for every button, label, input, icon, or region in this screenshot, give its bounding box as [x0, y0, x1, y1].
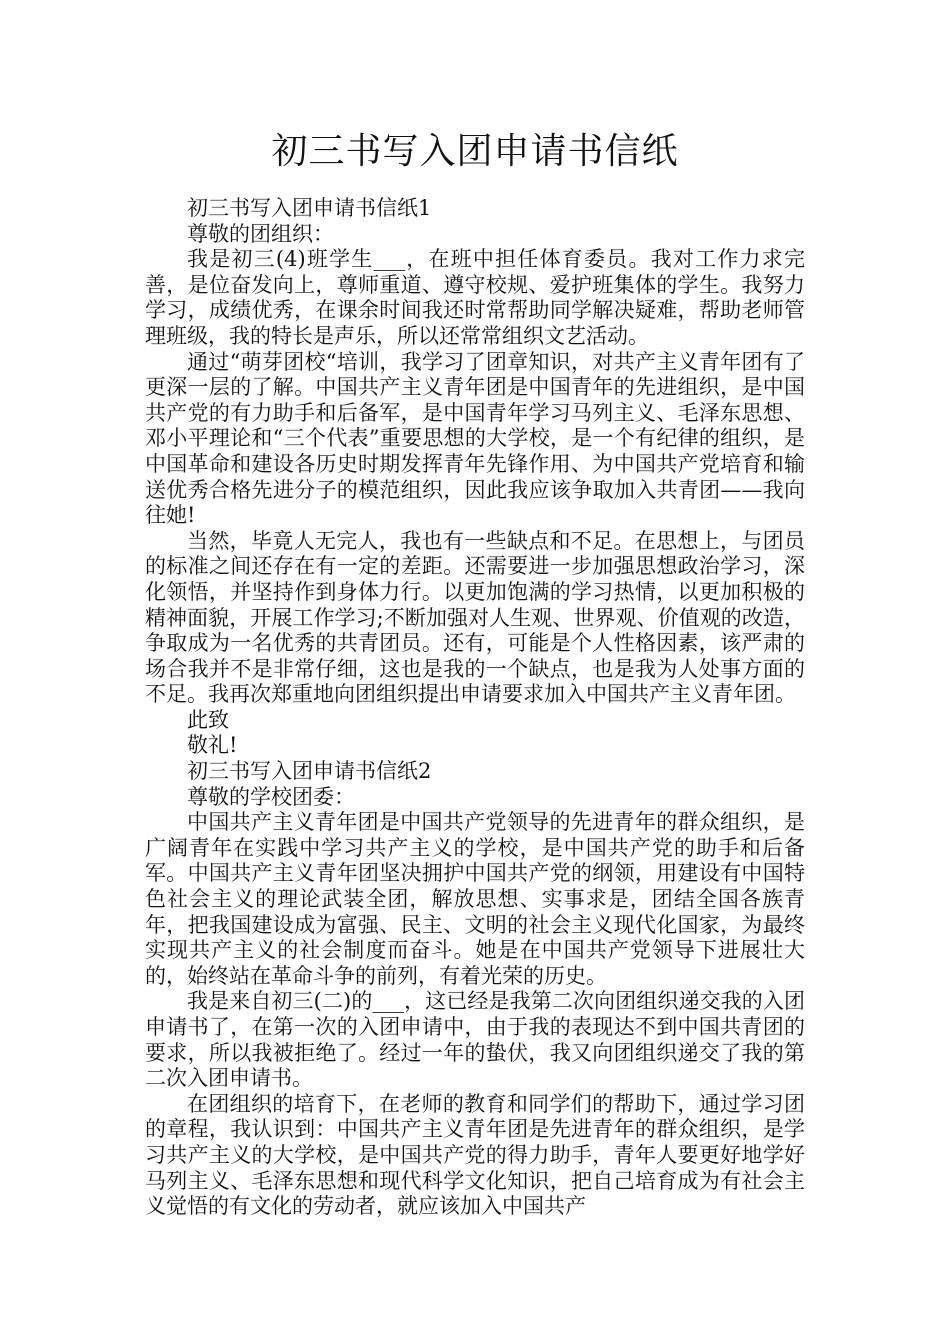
closing-line: 此致	[187, 707, 229, 732]
page-title: 初三书写入团申请书信纸	[271, 131, 679, 172]
salutation-2: 尊敬的学校团委：	[187, 784, 355, 809]
paragraph: 中国共产主义青年团是中国共产党领导的先进青年的群众组织，是广阔青年在实践中学习共产主义的学校，是中国共产党的助手和后备军。中国共产主义青年团坚决拥护中国共产党的纲领，用建设有中国特色社会主义的理论武装全团，解放思想、实事求是，团结全国各族青年，把我国建设成为富强、民主、文明的社会主义现代化国家，为最终实现共产主义的社会制度而奋斗。她是在中国共产党领导下进展壮大的，始终站在革命斗争的前列，有着光荣的历史。	[145, 810, 805, 988]
paragraph: 我是初三(4)班学生___，在班中担任体育委员。我对工作力求完善，是位奋发向上，尊师重道、遵守校规、爱护班集体的学生。我努力学习，成绩优秀，在课余时间我还时常帮助同学解决疑难，帮助老师管理班级，我的特长是声乐，所以还常常组织文艺活动。	[145, 247, 805, 348]
paragraph: 当然，毕竟人无完人，我也有一些缺点和不足。在思想上，与团员的标准之间还存在有一定的差距。还需要进一步加强思想政治学习，深化领悟，并坚持作到身体力行。以更加饱满的学习热情，以更加积极的精神面貌，开展工作学习;不断加强对人生观、世界观、价值观的改造，争取成为一名优秀的共青团员。还有，可能是个人性格因素，该严肃的场合我并不是非常仔细，这也是我的一个缺点，也是我为人处事方面的不足。我再次郑重地向团组织提出申请要求加入中国共产主义青年团。	[145, 528, 805, 707]
paragraph: 通过“萌芽团校“培训，我学习了团章知识，对共产主义青年团有了更深一层的了解。中国共产主义青年团是中国青年的先进组织，是中国共产党的有力助手和后备军，是中国青年学习马列主义、毛泽东思想、邓小平理论和“三个代表”重要思想的大学校，是一个有纪律的组织，是中国革命和建设各历史时期发挥青年先锋作用、为中国共产党培育和输送优秀合格先进分子的模范组织，因此我应该争取加入共青团——我向往她!	[145, 349, 805, 528]
section-heading-2: 初三书写入团申请书信纸2	[187, 759, 432, 784]
section-heading-1: 初三书写入团申请书信纸1	[187, 196, 432, 220]
document-body	[145, 196, 805, 1220]
paragraph: 在团组织的培育下，在老师的教育和同学们的帮助下，通过学习团的章程，我认识到：中国共产主义青年团是先进青年的群众组织，是学习共产主义的大学校，是中国共产党的得力助手，青年人要更好地学好马列主义、毛泽东思想和现代科学文化知识，把自己培育成为有社会主义觉悟的有文化的劳动者，就应该加入中国共产	[145, 1091, 805, 1219]
paragraph: 我是来自初三(二)的___，这已经是我第二次向团组织递交我的入团申请书了，在第一次的入团申请中，由于我的表现达不到中国共青团的要求，所以我被拒绝了。经过一年的蛰伏，我又向团组织递交了我的第二次入团申请书。	[145, 989, 805, 1091]
closing-line: 敬礼!	[187, 733, 238, 758]
salutation-1: 尊敬的团组织：	[187, 221, 334, 246]
